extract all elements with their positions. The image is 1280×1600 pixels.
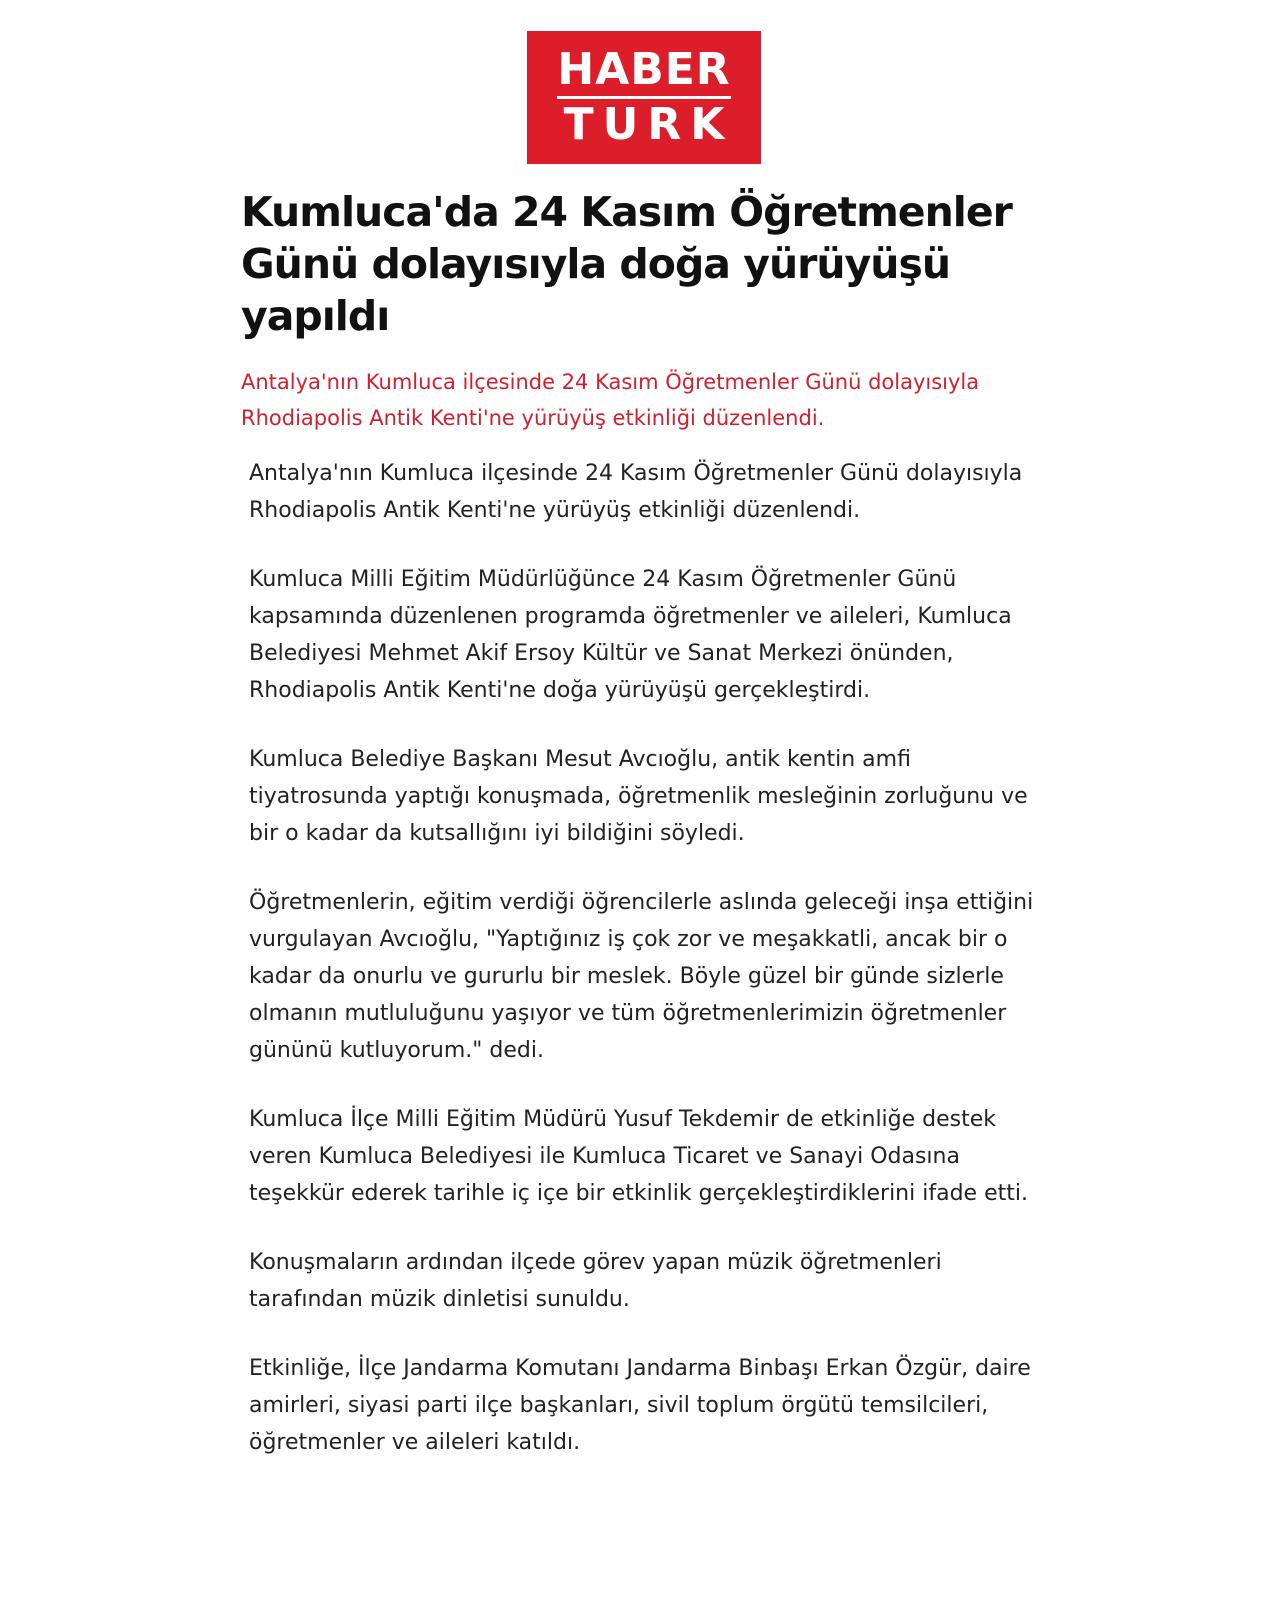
article-paragraph: Konuşmaların ardından ilçede görev yapan müzik öğretmenleri tarafından müzik dinletisi sunuldu. <box>249 1250 942 1312</box>
article-paragraph: Kumluca Belediye Başkanı Mesut Avcıoğlu, antik kentin amfi tiyatrosunda yaptığı konuşmada, öğretmenlik mesleğinin zorluğunu ve bir o kadar da kutsallığını iyi bildiğini söyledi. <box>249 747 1028 846</box>
haberturk-logo[interactable] <box>527 31 761 164</box>
logo-text-turk: TURK <box>563 99 734 150</box>
article-paragraph: Kumluca Milli Eğitim Müdürlüğünce 24 Kasım Öğretmenler Günü kapsamında düzenlenen programda öğretmenler ve aileleri, Kumluca Belediyesi Mehmet Akif Ersoy Kültür ve Sanat Merkezi önünden, Rhodiapolis Antik Kenti'ne doğa yürüyüşü gerçekleştirdi. <box>249 567 1012 703</box>
article-headline: Kumluca'da 24 Kasım Öğretmenler Günü dolayısıyla doğa yürüyüşü yapıldı <box>241 188 1012 340</box>
article-body <box>249 455 1049 1493</box>
logo-text-haber: HABER <box>557 48 730 99</box>
article-summary: Antalya'nın Kumluca ilçesinde 24 Kasım Öğretmenler Günü dolayısıyla Rhodiapolis Antik Kenti'ne yürüyüş etkinliği düzenlendi. <box>241 370 980 430</box>
article-paragraph: Kumluca İlçe Milli Eğitim Müdürü Yusuf Tekdemir de etkinliğe destek veren Kumluca Belediyesi ile Kumluca Ticaret ve Sanayi Odasına teşekkür ederek tarihle iç içe bir etkinlik gerçekleştirdiklerini ifade etti. <box>249 1107 1028 1206</box>
article-paragraph: Antalya'nın Kumluca ilçesinde 24 Kasım Öğretmenler Günü dolayısıyla Rhodiapolis Antik Kenti'ne yürüyüş etkinliği düzenlendi. <box>249 461 1023 523</box>
article-paragraph: Etkinliğe, İlçe Jandarma Komutanı Jandarma Binbaşı Erkan Özgür, daire amirleri, siyasi parti ilçe başkanları, sivil toplum örgütü temsilcileri, öğretmenler ve aileleri katıldı. <box>249 1356 1031 1455</box>
article-paragraph: Öğretmenlerin, eğitim verdiği öğrencilerle aslında geleceği inşa ettiğini vurgulayan Avcıoğlu, "Yaptığınız iş çok zor ve meşakkatli, ancak bir o kadar da onurlu ve gururlu bir meslek. Böyle güzel bir günde sizlerle olmanın mutluluğunu yaşıyor ve tüm öğretmenlerimizin öğretmenler gününü kutluyorum." dedi. <box>249 890 1034 1063</box>
